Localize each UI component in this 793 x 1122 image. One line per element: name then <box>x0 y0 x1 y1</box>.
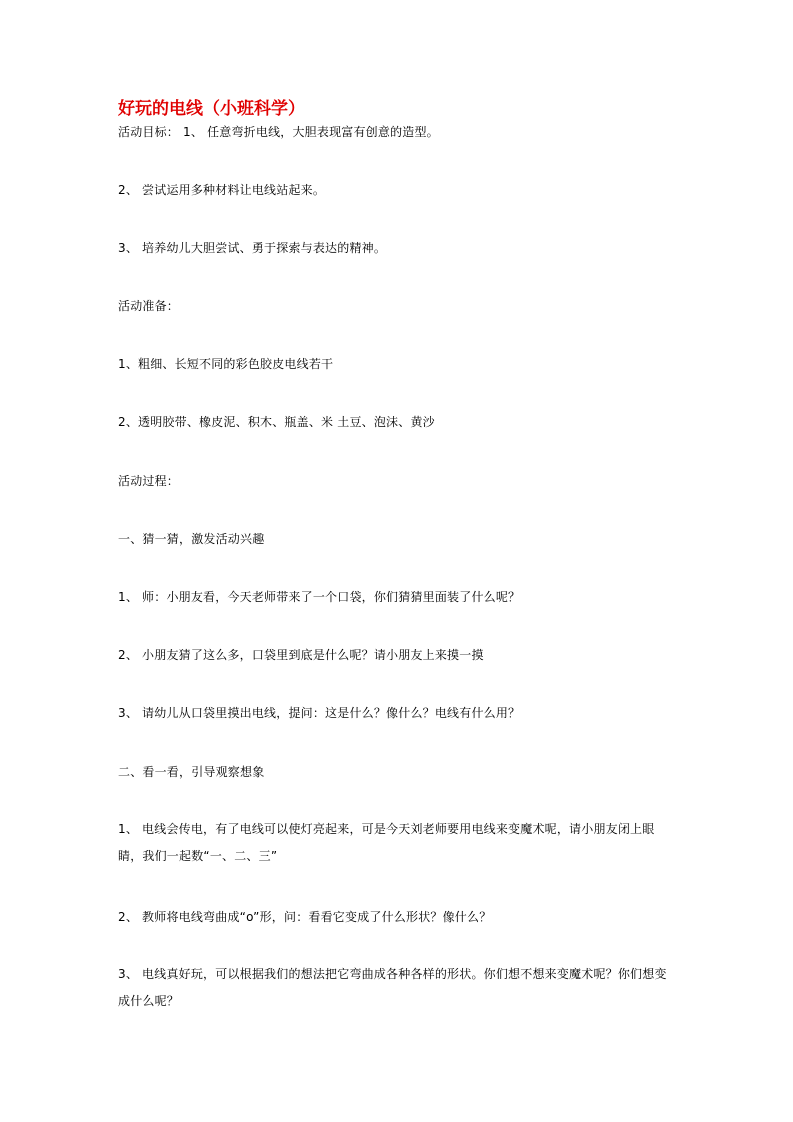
subheading-observe: 二、看一看，引导观察想象 <box>118 765 265 779</box>
section-heading-preparation: 活动准备： <box>118 299 180 313</box>
paragraph-step-1-1: 1、 师：小朋友看，今天老师带来了一个口袋，你们猜猜里面装了什么呢？ <box>118 590 521 604</box>
paragraph-step-2-3: 3、 电线真好玩，可以根据我们的想法把它弯曲成各种各样的形状。你们想不想来变魔术呢？你们想变成什么呢？ <box>118 967 667 1008</box>
paragraph-prep-1: 1、粗细、长短不同的彩色胶皮电线若干 <box>118 357 334 371</box>
paragraph-prep-2: 2、透明胶带、橡皮泥、积木、瓶盖、米 土豆、泡沫、黄沙 <box>118 415 435 429</box>
paragraph-goal-2: 2、 尝试运用多种材料让电线站起来。 <box>118 183 326 197</box>
paragraph-goal-3: 3、 培养幼儿大胆尝试、勇于探索与表达的精神。 <box>118 241 387 255</box>
document-title: 好玩的电线（小班科学） <box>118 99 305 119</box>
paragraph-step-2-1: 1、 电线会传电，有了电线可以使灯亮起来，可是今天刘老师要用电线来变魔术呢，请小朋友闭上眼睛，我们一起数“一、二、三” <box>118 822 655 863</box>
paragraph-step-1-3: 3、 请幼儿从口袋里摸出电线，提问：这是什么？像什么？电线有什么用？ <box>118 706 521 720</box>
paragraph-step-1-2: 2、 小朋友猜了这么多，口袋里到底是什么呢？请小朋友上来摸一摸 <box>118 648 484 662</box>
paragraph-step-2-2: 2、 教师将电线弯曲成“o”形，问：看看它变成了什么形状？像什么？ <box>118 910 492 924</box>
section-heading-process: 活动过程： <box>118 474 180 488</box>
subheading-guess: 一、猜一猜，激发活动兴趣 <box>118 532 265 546</box>
paragraph-goal-1: 活动目标： 1、 任意弯折电线，大胆表现富有创意的造型。 <box>118 125 439 139</box>
